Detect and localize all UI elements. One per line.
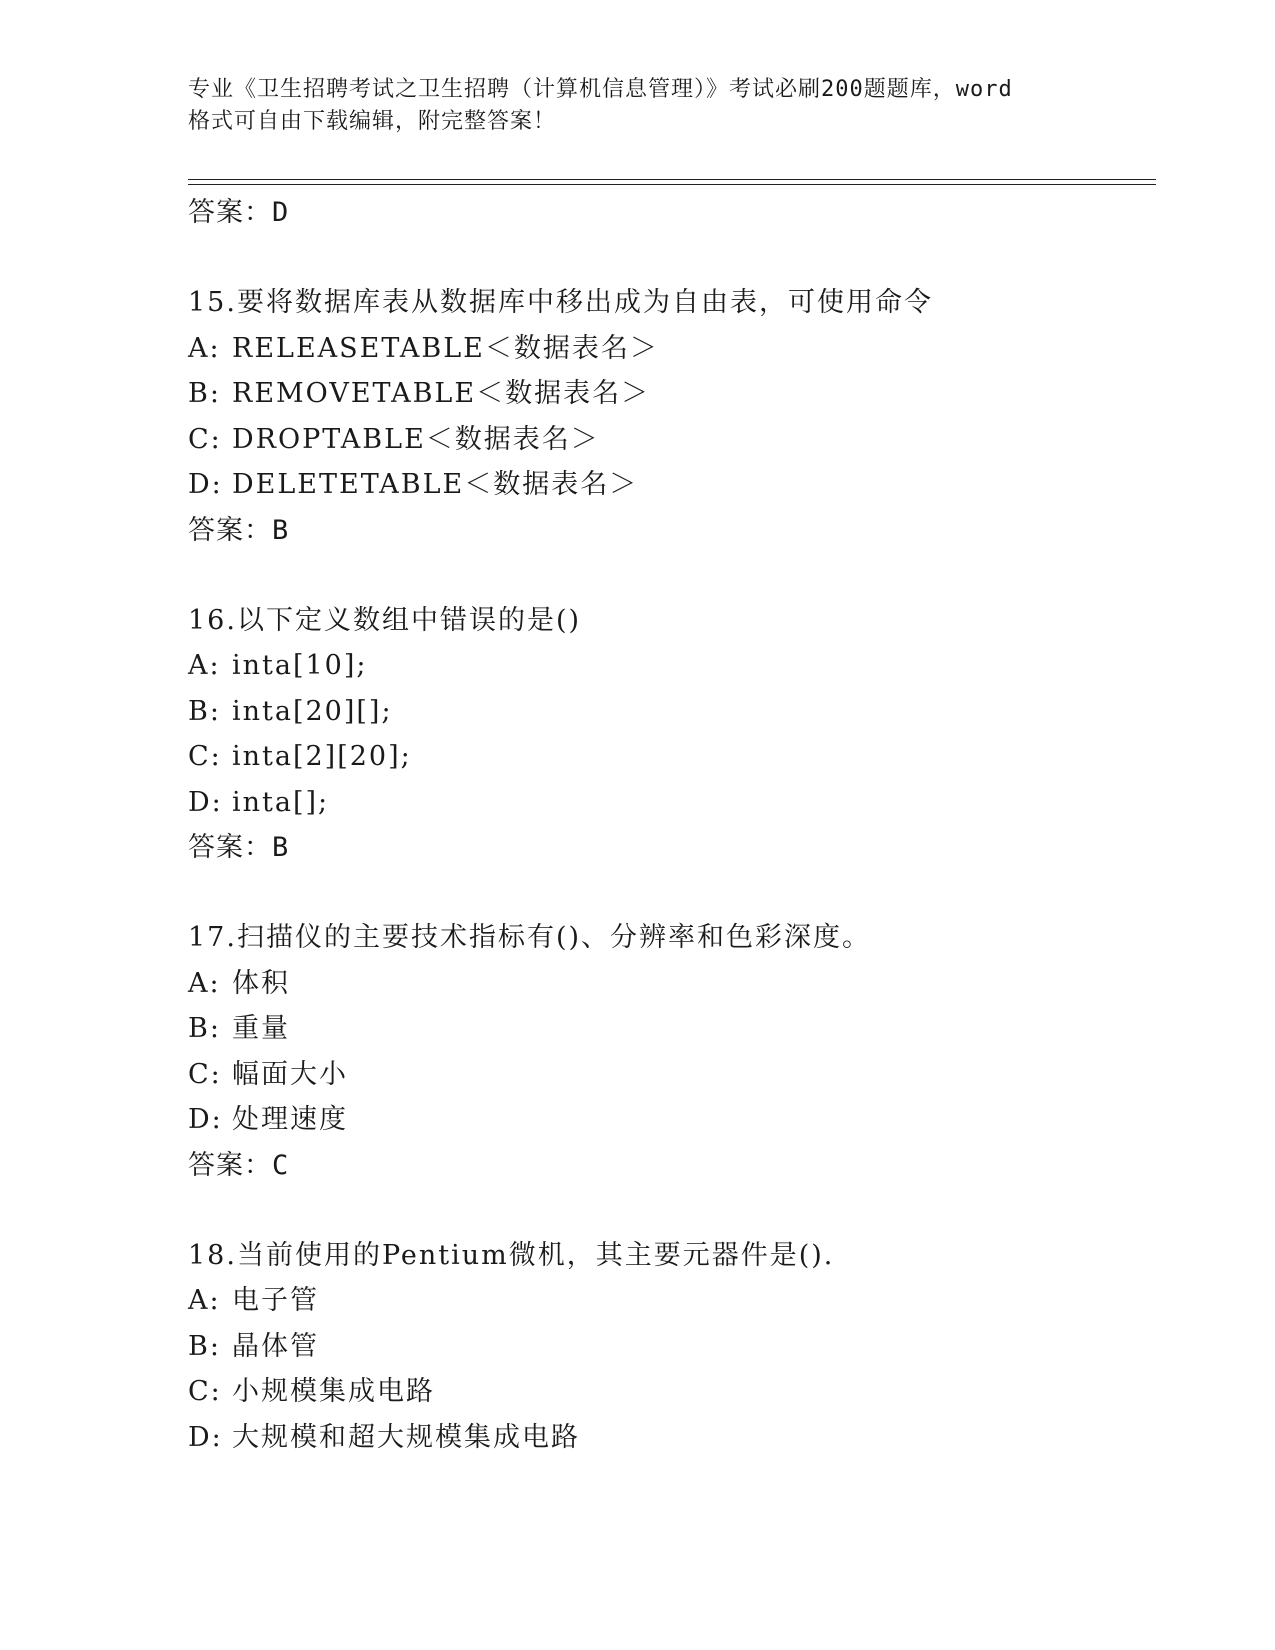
option-label: A: (188, 1285, 221, 1316)
header-title-line-2: 格式可自由下载编辑，附完整答案！ (188, 109, 557, 134)
question-stem: 15.要将数据库表从数据库中移出成为自由表，可使用命令 (188, 287, 933, 318)
option-c (188, 734, 1148, 780)
option-a (188, 326, 1148, 372)
option-b (188, 1006, 1148, 1052)
option-label: D: (188, 469, 223, 500)
option-label: D: (188, 786, 223, 818)
option-text: inta[]; (232, 786, 330, 818)
option-text: 晶体管 (232, 1330, 319, 1362)
option-text: 电子管 (232, 1285, 319, 1316)
question-block (188, 1233, 1148, 1461)
answer-line: 答案：C (188, 1149, 290, 1181)
option-label: C: (188, 741, 222, 772)
question-stem: 16.以下定义数组中错误的是() (188, 604, 582, 636)
option-text: 大规模和超大规模集成电路 (232, 1421, 580, 1453)
header-divider-bottom (188, 184, 1156, 185)
option-text: REMOVETABLE＜数据表名＞ (232, 378, 651, 409)
option-text: 处理速度 (232, 1104, 348, 1135)
option-d (188, 1415, 1148, 1461)
header-title-line-1: 专业《卫生招聘考试之卫生招聘（计算机信息管理）》考试必刷200题题库，word (188, 77, 1013, 102)
option-label: A: (188, 967, 221, 999)
option-c (188, 1369, 1148, 1415)
question-block (188, 598, 1148, 872)
option-c (188, 1052, 1148, 1098)
option-label: C: (188, 1376, 222, 1407)
option-label: D: (188, 1421, 223, 1453)
option-text: 重量 (232, 1013, 290, 1044)
option-text: inta[20][]; (232, 695, 393, 727)
question-stem: 18.当前使用的Pentium微机，其主要元器件是(). (188, 1239, 835, 1271)
option-text: 体积 (232, 967, 290, 999)
answer-line: 答案：B (188, 514, 290, 546)
option-text: 幅面大小 (232, 1058, 348, 1090)
option-c (188, 417, 1148, 463)
option-text: DELETETABLE＜数据表名＞ (232, 469, 639, 500)
option-text: DROPTABLE＜数据表名＞ (232, 423, 600, 455)
option-a (188, 961, 1148, 1007)
option-label: C: (188, 1058, 222, 1090)
option-text: 小规模集成电路 (232, 1376, 435, 1407)
option-b (188, 371, 1148, 417)
option-b (188, 1324, 1148, 1370)
question-block (188, 915, 1148, 1189)
option-label: B: (188, 1013, 221, 1044)
option-label: B: (188, 378, 221, 409)
option-text: inta[2][20]; (232, 741, 412, 772)
question-list (188, 190, 1148, 1460)
question-block (188, 280, 1148, 554)
option-text: inta[10]; (232, 650, 368, 681)
option-d (188, 1097, 1148, 1143)
option-text: RELEASETABLE＜数据表名＞ (232, 332, 659, 364)
answer-line: 答案：D (188, 197, 290, 228)
answer-line: 答案：B (188, 832, 290, 863)
option-label: D: (188, 1104, 223, 1135)
option-label: B: (188, 695, 221, 727)
option-a (188, 1278, 1148, 1324)
option-label: A: (188, 332, 221, 364)
question-stem: 17.扫描仪的主要技术指标有()、分辨率和色彩深度。 (188, 922, 872, 953)
option-b (188, 689, 1148, 735)
option-a (188, 643, 1148, 689)
document-header (188, 74, 1088, 138)
header-divider-top (188, 179, 1156, 180)
option-label: C: (188, 423, 222, 455)
option-d (188, 462, 1148, 508)
option-d (188, 780, 1148, 826)
option-label: B: (188, 1330, 221, 1362)
option-label: A: (188, 650, 221, 681)
